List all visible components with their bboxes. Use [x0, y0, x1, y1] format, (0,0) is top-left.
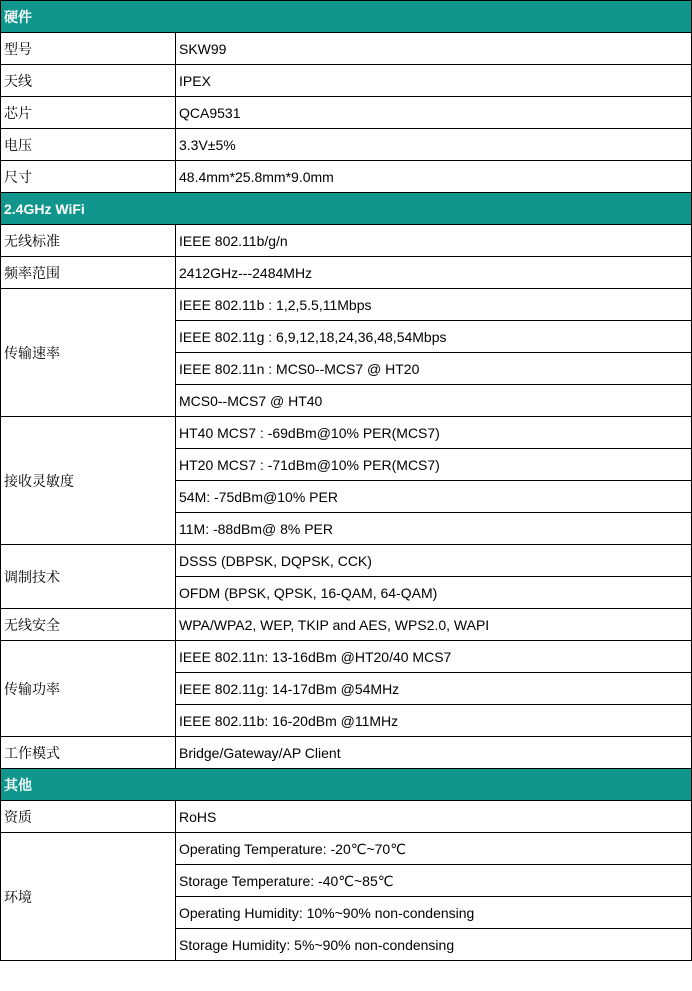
table-row: [1, 833, 692, 865]
value-environment-3: Operating Humidity: 10%~90% non-condensing: [176, 897, 692, 929]
section-row-hardware: [1, 1, 692, 33]
value-rate-3: IEEE 802.11n : MCS0--MCS7 @ HT20: [176, 353, 692, 385]
table-row: [1, 129, 692, 161]
label-frequency: 频率范围: [1, 257, 176, 289]
value-modulation-1: DSSS (DBPSK, DQPSK, CCK): [176, 545, 692, 577]
label-voltage: 电压: [1, 129, 176, 161]
label-qualification: 资质: [1, 801, 176, 833]
table-row: [1, 33, 692, 65]
table-row: [1, 97, 692, 129]
table-row: [1, 257, 692, 289]
value-voltage: 3.3V±5%: [176, 129, 692, 161]
value-power-3: IEEE 802.11b: 16-20dBm @11MHz: [176, 705, 692, 737]
value-sensitivity-3: 54M: -75dBm@10% PER: [176, 481, 692, 513]
label-security: 无线安全: [1, 609, 176, 641]
label-size: 尺寸: [1, 161, 176, 193]
section-row-other: [1, 769, 692, 801]
value-power-2: IEEE 802.11g: 14-17dBm @54MHz: [176, 673, 692, 705]
label-chip: 芯片: [1, 97, 176, 129]
value-rate-4: MCS0--MCS7 @ HT40: [176, 385, 692, 417]
section-row-wifi: [1, 193, 692, 225]
value-sensitivity-2: HT20 MCS7 : -71dBm@10% PER(MCS7): [176, 449, 692, 481]
value-environment-4: Storage Humidity: 5%~90% non-condensing: [176, 929, 692, 961]
value-size: 48.4mm*25.8mm*9.0mm: [176, 161, 692, 193]
value-rate-1: IEEE 802.11b : 1,2,5.5,11Mbps: [176, 289, 692, 321]
value-qualification: RoHS: [176, 801, 692, 833]
value-model: SKW99: [176, 33, 692, 65]
section-title-other: 其他: [1, 769, 692, 801]
table-row: [1, 417, 692, 449]
value-frequency: 2412GHz---2484MHz: [176, 257, 692, 289]
value-power-1: IEEE 802.11n: 13-16dBm @HT20/40 MCS7: [176, 641, 692, 673]
value-modulation-2: OFDM (BPSK, QPSK, 16-QAM, 64-QAM): [176, 577, 692, 609]
label-rate: 传输速率: [1, 289, 176, 417]
value-sensitivity-4: 11M: -88dBm@ 8% PER: [176, 513, 692, 545]
table-row: [1, 801, 692, 833]
label-environment: 环境: [1, 833, 176, 961]
label-model: 型号: [1, 33, 176, 65]
value-chip: QCA9531: [176, 97, 692, 129]
label-standard: 无线标准: [1, 225, 176, 257]
table-row: [1, 545, 692, 577]
label-modulation: 调制技术: [1, 545, 176, 609]
value-environment-1: Operating Temperature: -20℃~70℃: [176, 833, 692, 865]
table-row: [1, 289, 692, 321]
label-mode: 工作模式: [1, 737, 176, 769]
table-row: [1, 641, 692, 673]
section-title-wifi: 2.4GHz WiFi: [1, 193, 692, 225]
label-sensitivity: 接收灵敏度: [1, 417, 176, 545]
table-row: [1, 737, 692, 769]
value-sensitivity-1: HT40 MCS7 : -69dBm@10% PER(MCS7): [176, 417, 692, 449]
value-rate-2: IEEE 802.11g : 6,9,12,18,24,36,48,54Mbps: [176, 321, 692, 353]
table-row: [1, 161, 692, 193]
section-title-hardware: 硬件: [1, 1, 692, 33]
table-row: [1, 225, 692, 257]
value-antenna: IPEX: [176, 65, 692, 97]
value-environment-2: Storage Temperature: -40℃~85℃: [176, 865, 692, 897]
label-power: 传输功率: [1, 641, 176, 737]
label-antenna: 天线: [1, 65, 176, 97]
table-row: [1, 65, 692, 97]
value-security: WPA/WPA2, WEP, TKIP and AES, WPS2.0, WAPI: [176, 609, 692, 641]
value-standard: IEEE 802.11b/g/n: [176, 225, 692, 257]
value-mode: Bridge/Gateway/AP Client: [176, 737, 692, 769]
table-row: [1, 609, 692, 641]
